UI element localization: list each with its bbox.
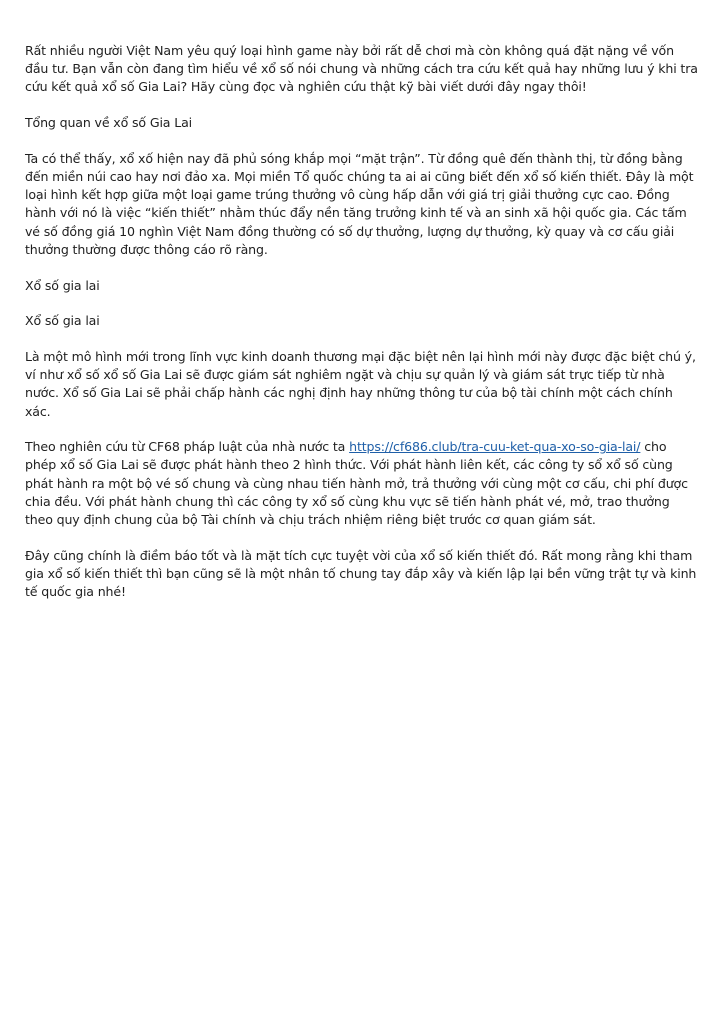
research-text-before-link: Theo nghiên cứu từ CF68 pháp luật của nhà nước ta	[25, 439, 350, 455]
research-text-after-link: cho phép xổ số Gia Lai sẽ được phát hành theo 2 hình thức. Với phát hành liên kết, các công ty sổ xổ số cùng phát hành ra một bộ vé số chung và cùng nhau tiến hành mở, trả thưởng với cùng một cơ cấu, chi phí được chia đều. Với phát hành chung thì các công ty xổ số cùng khu vực sẽ tiến hành phát vé, mở, trao thưởng theo quy định chung của bộ Tài chính và chịu trách nhiệm riêng biệt trước cơ quan giám sát.	[25, 439, 688, 528]
intro-paragraph: Rất nhiều người Việt Nam yêu quý loại hình game này bởi rất dễ chơi mà còn không quá đặt nặng về vốn đầu tư. Bạn vẫn còn đang tìm hiểu về xổ số nói chung và những cách tra cứu kết quả hay những lưu ý khi tra cứu kết quả xổ số Gia Lai? Hãy cùng đọc và nghiên cứu thật kỹ bài viết dưới đây ngay thôi!	[25, 43, 698, 95]
overview-heading: Tổng quan về xổ số Gia Lai	[25, 115, 193, 131]
image-caption: Xổ số gia lai	[25, 313, 100, 329]
research-paragraph	[25, 438, 698, 529]
lottery-lookup-link[interactable]: https://cf686.club/tra-cuu-ket-qua-xo-so-gia-lai/	[349, 439, 641, 455]
model-paragraph: Là một mô hình mới trong lĩnh vực kinh doanh thương mại đặc biệt nên lại hình mới này được đặc biệt chú ý, ví như xổ số xổ số Gia Lai sẽ được giám sát nghiêm ngặt và chịu sự quản lý và giám sát trực tiếp từ nhà nước. Xổ số Gia Lai sẽ phải chấp hành các nghị định hay những thông tư của bộ tài chính một cách chính xác.	[25, 348, 696, 419]
image-caption: Xổ số gia lai	[25, 277, 100, 293]
overview-paragraph: Ta có thể thấy, xổ xố hiện nay đã phủ sóng khắp mọi “mặt trận”. Từ đồng quê đến thành thị, từ đồng bằng đến miền núi cao hay nơi đảo xa. Mọi miền Tổ quốc chúng ta ai ai cũng biết đến xổ số kiến thiết. Đây là một loại hình kết hợp giữa một loại game trúng thưởng vô cùng hấp dẫn với giá trị giải thưởng cực cao. Đồng hành với nó là việc “kiến thiết” nhằm thúc đẩy nền tăng trưởng kinh tế và an sinh xã hội quốc gia. Các tấm vé số đồng giá 10 nghìn Việt Nam đồng thường có số dự thưởng, lượng dự thưởng, kỳ quay và cơ cấu giải thưởng thường được thông cáo rõ ràng.	[25, 150, 694, 257]
closing-paragraph: Đây cũng chính là điềm báo tốt và là mặt tích cực tuyệt vời của xổ số kiến thiết đó. Rất mong rằng khi tham gia xổ số kiến thiết thì bạn cũng sẽ là một nhân tố chung tay đắp xây và kiến lập lại bền vững trật tự và kinh tế quốc gia nhé!	[25, 547, 697, 600]
